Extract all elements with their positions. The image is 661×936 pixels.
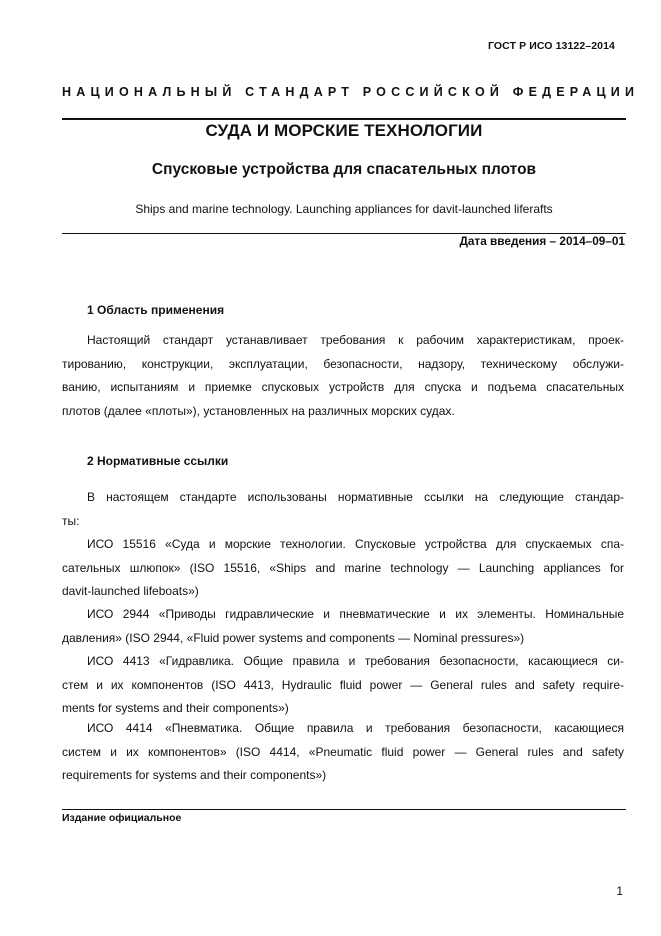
page-number: 1 bbox=[616, 884, 623, 898]
national-standard-banner: НАЦИОНАЛЬНЫЙ СТАНДАРТ РОССИЙСКОЙ ФЕДЕРАЦИИ bbox=[62, 85, 640, 99]
paragraph-line: тированию, конструкции, эксплуатации, безопасности, надзору, техническому обслужи- bbox=[62, 356, 624, 371]
paragraph-line: стем и их компонентов (ISO 4413, Hydraulic fluid power — General rules and safety require- bbox=[62, 677, 624, 692]
reference-iso-4413 bbox=[62, 650, 624, 721]
english-title: Ships and marine technology. Launching appliances for davit-launched liferafts bbox=[135, 202, 553, 216]
paragraph-line: сательных шлюпок» (ISO 15516, «Ships and marine technology — Launching appliances for bbox=[62, 560, 624, 575]
paragraph-line: ИСО 4414 «Пневматика. Общие правила и требования безопасности, касающиеся bbox=[87, 721, 624, 735]
footer-rule bbox=[62, 809, 626, 810]
paragraph-line: плотов (далее «плоты»), установленных на различных морских судах. bbox=[62, 403, 455, 418]
sub-title: Спусковые устройства для спасательных плотов bbox=[151, 161, 537, 178]
section-2-heading: 2 Нормативные ссылки bbox=[87, 454, 229, 468]
paragraph-line: ИСО 2944 «Приводы гидравлические и пневматические и их элементы. Номинальные bbox=[87, 607, 624, 621]
paragraph-line: ИСО 15516 «Суда и морские технологии. Спусковые устройства для спускаемых спа- bbox=[87, 537, 624, 551]
main-title: СУДА И МОРСКИЕ ТЕХНОЛОГИИ bbox=[205, 121, 483, 140]
paragraph-line: ты: bbox=[62, 513, 80, 528]
paragraph-line: Настоящий стандарт устанавливает требования к рабочим характеристикам, проек- bbox=[87, 333, 624, 347]
paragraph-line: requirements for systems and their components») bbox=[62, 768, 327, 782]
reference-iso-4414 bbox=[62, 717, 624, 788]
top-thick-rule bbox=[62, 118, 626, 120]
paragraph-line: давления» (ISO 2944, «Fluid power systems and components — Nominal pressures») bbox=[62, 630, 525, 645]
edition-note: Издание официальное bbox=[62, 812, 182, 824]
section-1-paragraph bbox=[62, 329, 624, 423]
introduction-date: Дата введения – 2014–09–01 bbox=[459, 234, 625, 248]
paragraph-line: davit-launched lifeboats») bbox=[62, 584, 199, 598]
section-2-intro bbox=[62, 486, 624, 533]
document-code: ГОСТ Р ИСО 13122–2014 bbox=[487, 40, 615, 52]
reference-iso-15516 bbox=[62, 533, 624, 604]
paragraph-line: ванию, испытаниям и приемке спусковых устройств для спуска и подъема спасательных bbox=[62, 380, 624, 394]
paragraph-line: ИСО 4413 «Гидравлика. Общие правила и требования безопасности, касающиеся си- bbox=[87, 654, 624, 668]
paragraph-line: В настоящем стандарте использованы нормативные ссылки на следующие стандар- bbox=[87, 490, 624, 504]
paragraph-line: ments for systems and their components») bbox=[62, 701, 289, 715]
section-1-heading: 1 Область применения bbox=[87, 303, 225, 317]
reference-iso-2944 bbox=[62, 603, 624, 650]
paragraph-line: систем и их компонентов» (ISO 4414, «Pneumatic fluid power — General rules and safety bbox=[62, 744, 624, 759]
